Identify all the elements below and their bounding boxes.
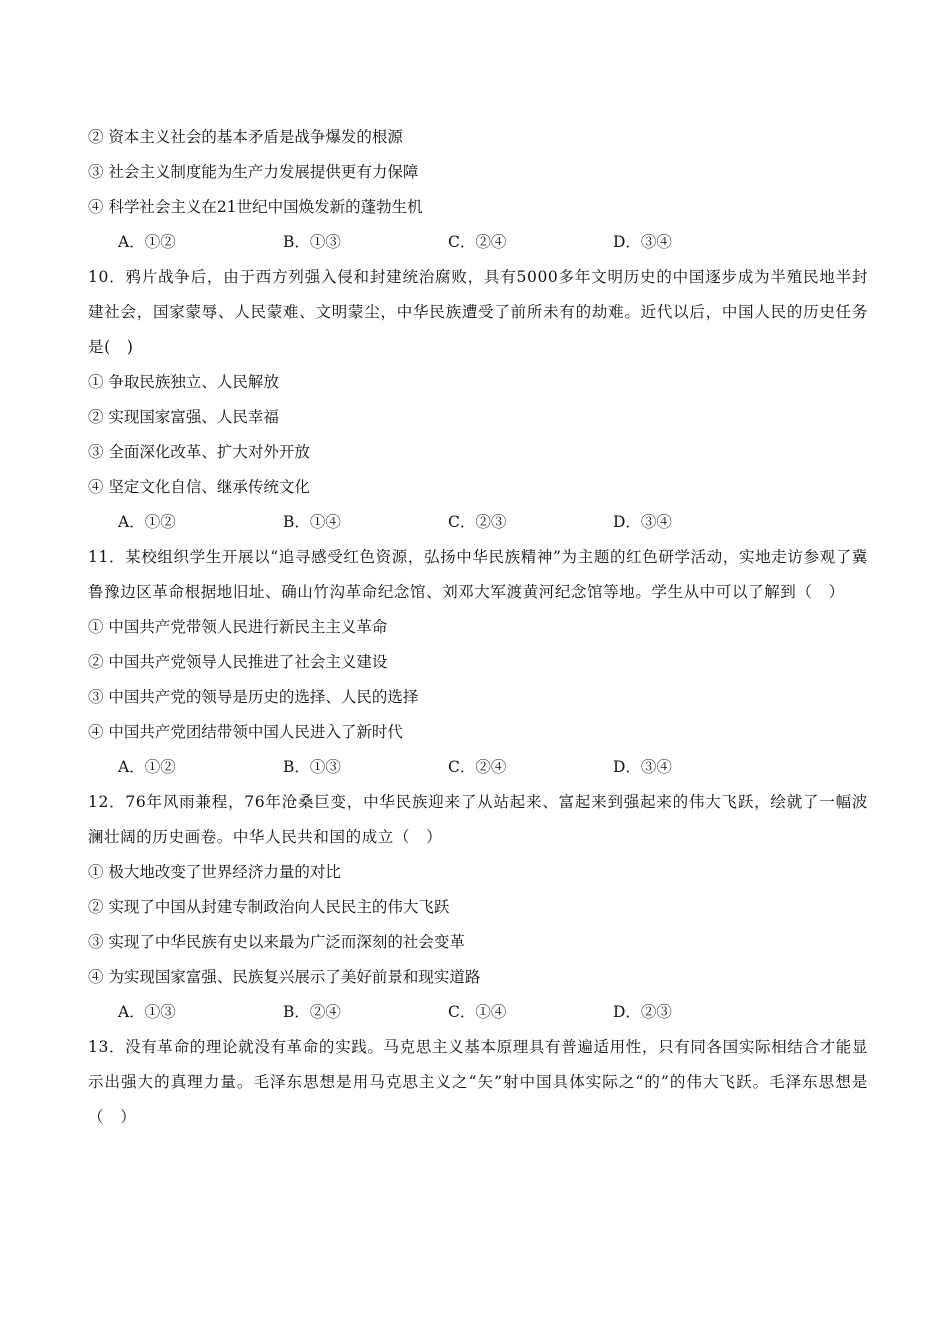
q10-item-4: ④ 坚定文化自信、继承传统文化 [88,478,310,496]
q12-item-1: ① 极大地改变了世界经济力量的对比 [88,863,341,881]
q11-item-4: ④ 中国共产党团结带领中国人民进入了新时代 [88,723,403,741]
q9-option-b[interactable]: B．①③ [283,233,341,251]
q11-item-1: ① 中国共产党带领人民进行新民主主义革命 [88,618,388,636]
q10-item-3: ③ 全面深化改革、扩大对外开放 [88,443,310,461]
question-13 [88,1030,868,1135]
q10-options [88,505,868,540]
q11-item-2: ② 中国共产党领导人民推进了社会主义建设 [88,653,388,671]
q12-stem: 12．76年风雨兼程，76年沧桑巨变，中华民族迎来了从站起来、富起来到强起来的伟大飞跃，绘就了一幅波澜壮阔的历史画卷。中华人民共和国的成立（ ） [88,793,868,846]
q9-options [88,225,868,260]
q10-item-2: ② 实现国家富强、人民幸福 [88,408,279,426]
q10-item-1: ① 争取民族独立、人民解放 [88,373,279,391]
q12-item-4: ④ 为实现国家富强、民族复兴展示了美好前景和现实道路 [88,968,481,986]
q12-option-d[interactable]: D．②③ [613,1003,672,1021]
q12-item-2: ② 实现了中国从封建专制政治向人民民主的伟大飞跃 [88,898,450,916]
q10-option-b[interactable]: B．①④ [283,513,341,531]
q10-option-a[interactable]: A．①② [118,513,176,531]
exam-page [88,120,868,1135]
q11-options [88,750,868,785]
q12-item-3: ③ 实现了中华民族有史以来最为广泛而深刻的社会变革 [88,933,465,951]
q11-option-c[interactable]: C．②④ [448,758,507,776]
q13-stem: 13．没有革命的理论就没有革命的实践。马克思主义基本原理具有普遍适用性，只有同各国实际相结合才能显示出强大的真理力量。毛泽东思想是用马克思主义之“矢”射中国具体实际之“的”的伟大飞跃。毛泽东思想是（ ） [88,1038,868,1126]
q11-option-b[interactable]: B．①③ [283,758,341,776]
q12-option-c[interactable]: C．①④ [448,1003,507,1021]
q9-option-a[interactable]: A．①② [118,233,176,251]
question-12 [88,785,868,1030]
q10-option-d[interactable]: D．③④ [613,513,672,531]
q12-option-b[interactable]: B．②④ [283,1003,341,1021]
question-11 [88,540,868,785]
q11-option-d[interactable]: D．③④ [613,758,672,776]
q11-item-3: ③ 中国共产党的领导是历史的选择、人民的选择 [88,688,419,706]
q11-option-a[interactable]: A．①② [118,758,176,776]
q12-options [88,995,868,1030]
q11-stem: 11．某校组织学生开展以“追寻感受红色资源，弘扬中华民族精神”为主题的红色研学活动，实地走访参观了冀鲁豫边区革命根据地旧址、确山竹沟革命纪念馆、刘邓大军渡黄河纪念馆等地。学生从中可以了解到（ ） [88,548,868,601]
q12-option-a[interactable]: A．①③ [118,1003,176,1021]
question-9 [88,120,868,260]
question-10 [88,260,868,540]
q10-stem: 10．鸦片战争后，由于西方列强入侵和封建统治腐败，具有5000多年文明历史的中国逐步成为半殖民地半封建社会，国家蒙辱、人民蒙难、文明蒙尘，中华民族遭受了前所未有的劫难。近代以后，中国人民的历史任务是( ) [88,268,868,356]
q9-item-4: ④ 科学社会主义在21世纪中国焕发新的蓬勃生机 [88,198,423,216]
q9-option-c[interactable]: C．②④ [448,233,507,251]
q9-option-d[interactable]: D．③④ [613,233,672,251]
q9-item-3: ③ 社会主义制度能为生产力发展提供更有力保障 [88,163,419,181]
q10-option-c[interactable]: C．②③ [448,513,507,531]
q9-item-2: ② 资本主义社会的基本矛盾是战争爆发的根源 [88,128,403,146]
